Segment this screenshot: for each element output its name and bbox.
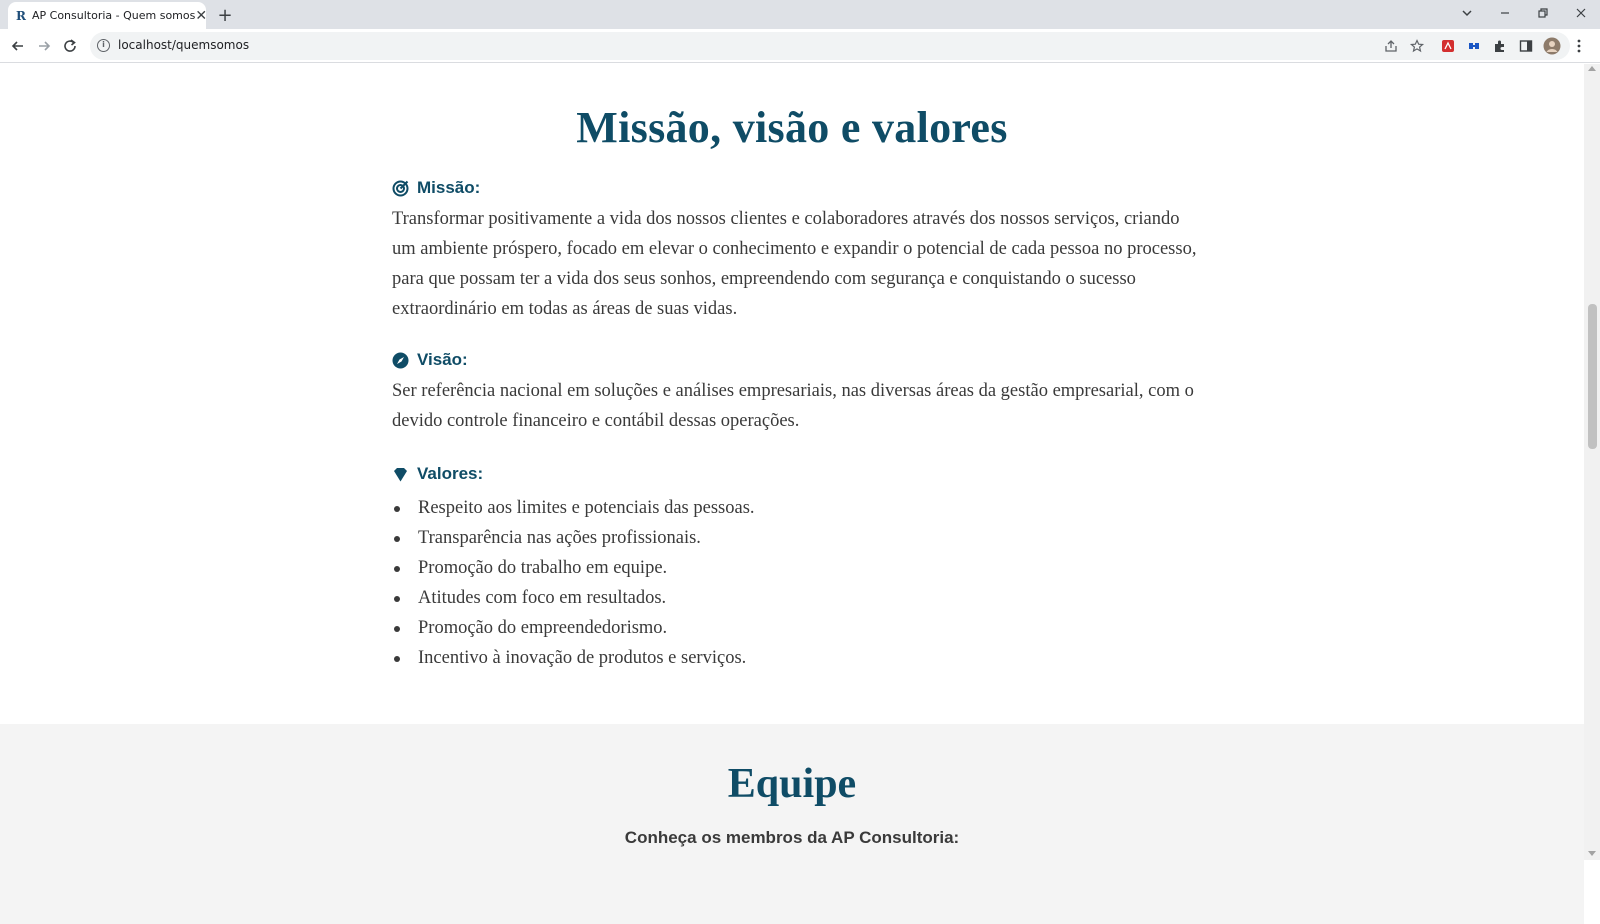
close-icon <box>1575 7 1587 19</box>
values-heading <box>392 464 1202 484</box>
values-label: Valores: <box>417 464 484 483</box>
new-tab-button[interactable]: + <box>217 5 233 26</box>
scroll-thumb[interactable] <box>1588 304 1597 449</box>
arrow-right-icon <box>36 38 52 54</box>
profile-button[interactable] <box>1543 37 1561 55</box>
extensions-button[interactable] <box>1491 37 1509 55</box>
minimize-icon <box>1499 7 1511 19</box>
vision-block <box>392 350 1202 436</box>
team-subtitle: Conheça os membros da AP Consultoria: <box>624 828 960 847</box>
translate-extension-button[interactable] <box>1465 37 1483 55</box>
mission-label: Missão: <box>417 178 481 197</box>
forward-button[interactable] <box>34 36 54 56</box>
puzzle-icon <box>1493 39 1507 53</box>
gem-icon <box>392 466 409 483</box>
browser-menu-button[interactable] <box>1570 37 1588 55</box>
values-block <box>392 464 1202 673</box>
pdf-extension-button[interactable] <box>1439 37 1457 55</box>
page-scrollbar[interactable] <box>1584 64 1600 860</box>
scroll-up-arrow-icon[interactable] <box>1588 66 1596 71</box>
values-list <box>392 493 1202 673</box>
share-button[interactable] <box>1382 37 1400 55</box>
reload-button[interactable] <box>60 36 80 56</box>
chevron-down-icon <box>1461 7 1473 19</box>
list-item: Transparência nas ações profissionais. <box>392 523 1202 553</box>
mission-heading <box>392 178 1202 198</box>
list-item: Promoção do trabalho em equipe. <box>392 553 1202 583</box>
mission-vision-values-section <box>0 64 1584 724</box>
browser-toolbar <box>0 29 1600 63</box>
avatar <box>1543 37 1561 55</box>
page-viewport <box>0 64 1584 860</box>
browser-tab[interactable] <box>8 2 206 29</box>
site-info-icon[interactable]: i <box>97 39 110 52</box>
restore-icon <box>1537 7 1549 19</box>
vision-label: Visão: <box>417 350 468 369</box>
more-vert-icon <box>1577 39 1581 53</box>
scroll-down-arrow-icon[interactable] <box>1588 851 1596 856</box>
tab-close-icon[interactable]: ✕ <box>195 7 208 24</box>
vision-heading <box>392 350 1202 370</box>
share-icon <box>1384 39 1398 53</box>
list-item: Incentivo à inovação de produtos e serviços. <box>392 643 1202 673</box>
list-item: Promoção do empreendedorismo. <box>392 613 1202 643</box>
extension-badge-icon <box>1467 39 1481 53</box>
pdf-icon <box>1441 39 1455 53</box>
list-item: Atitudes com foco em resultados. <box>392 583 1202 613</box>
compass-icon <box>392 352 409 369</box>
bookmark-button[interactable] <box>1408 37 1426 55</box>
minimize-button[interactable] <box>1486 0 1524 26</box>
address-bar[interactable] <box>90 32 1570 60</box>
team-title: Equipe <box>727 761 857 807</box>
side-panel-button[interactable] <box>1517 37 1535 55</box>
list-item: Respeito aos limites e potenciais das pessoas. <box>392 493 1202 523</box>
reload-icon <box>62 38 78 54</box>
tab-search-button[interactable] <box>1448 0 1486 26</box>
tab-title: AP Consultoria - Quem somos <box>31 9 196 22</box>
section-title: Missão, visão e valores <box>576 103 1008 152</box>
mission-block <box>392 178 1202 324</box>
restore-button[interactable] <box>1524 0 1562 26</box>
arrow-left-icon <box>10 38 26 54</box>
site-favicon-icon: R <box>16 8 26 23</box>
side-panel-icon <box>1519 39 1533 53</box>
url-text[interactable]: localhost/quemsomos <box>118 38 250 52</box>
star-icon <box>1410 39 1424 53</box>
back-button[interactable] <box>8 36 28 56</box>
target-icon <box>392 180 409 197</box>
vision-text: Ser referência nacional em soluções e análises empresariais, nas diversas áreas da gestão empresarial, com o devido controle financeiro e contábil dessas operações. <box>392 381 1194 431</box>
team-section <box>0 724 1584 924</box>
browser-tab-bar <box>0 0 1600 29</box>
mission-text: Transformar positivamente a vida dos nossos clientes e colaboradores através dos nossos serviços, criando um ambiente próspero, focado em elevar o conhecimento e expandir o potencial de cada pessoa no processo, para que possam ter a vida dos seus sonhos, empreendendo com segurança e conquistando o sucesso extraordinário em todas as áreas de suas vidas. <box>392 209 1197 319</box>
close-window-button[interactable] <box>1562 0 1600 26</box>
